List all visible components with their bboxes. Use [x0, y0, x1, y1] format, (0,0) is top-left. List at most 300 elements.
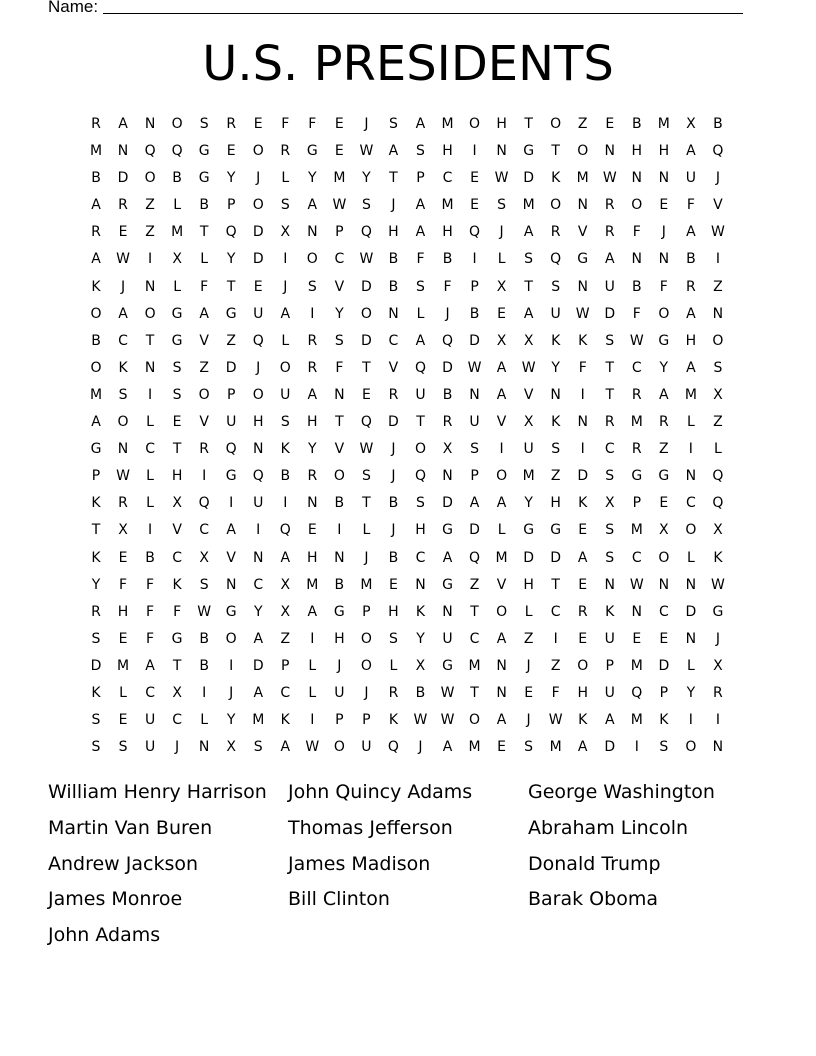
grid-letter: A	[253, 630, 264, 647]
grid-letter: M	[630, 712, 643, 729]
grid-letter: U	[280, 386, 291, 403]
grid-letter: A	[523, 305, 534, 322]
grid-letter: P	[226, 386, 236, 403]
grid-letter: O	[90, 359, 102, 376]
grid-letter: H	[415, 522, 426, 539]
grid-letter: I	[229, 657, 234, 674]
grid-letter: O	[550, 116, 562, 132]
grid-letter: R	[388, 684, 399, 701]
grid-letter: B	[388, 495, 399, 512]
grid-letter: N	[252, 549, 264, 566]
grid-letter: O	[171, 116, 183, 132]
grid-letter: U	[226, 414, 237, 431]
grid-letter: U	[334, 684, 345, 701]
grid-letter: B	[631, 278, 642, 295]
grid-letter: Y	[659, 359, 669, 376]
grid-letter: Q	[414, 359, 426, 376]
grid-letter: Q	[414, 468, 426, 485]
grid-letter: S	[199, 576, 209, 593]
grid-letter: T	[551, 576, 560, 593]
grid-letter: K	[578, 712, 588, 729]
grid-letter: M	[441, 197, 454, 214]
grid-letter: S	[253, 739, 263, 756]
grid-letter: H	[117, 603, 129, 620]
grid-letter: N	[577, 197, 588, 214]
grid-letter: A	[226, 522, 236, 539]
grid-letter: B	[388, 549, 399, 566]
grid-letter: R	[604, 414, 615, 431]
grid-letter: S	[172, 359, 182, 376]
grid-letter: C	[388, 332, 399, 349]
grid-letter: U	[144, 712, 156, 729]
grid-letter: H	[577, 684, 588, 701]
grid-letter: N	[307, 495, 318, 512]
grid-letter: R	[307, 468, 318, 485]
grid-letter: J	[391, 468, 396, 485]
grid-letter: S	[416, 278, 425, 295]
grid-letter: N	[144, 116, 156, 132]
grid-letter: O	[414, 441, 426, 458]
grid-letter: J	[175, 739, 180, 756]
grid-letter: G	[225, 603, 237, 620]
grid-letter: T	[145, 332, 155, 349]
grid-letter: G	[658, 468, 670, 485]
grid-letter: F	[173, 603, 182, 620]
grid-letter: Z	[199, 359, 209, 376]
grid-letter: R	[658, 414, 669, 431]
grid-letter: Q	[469, 549, 481, 566]
grid-letter: M	[630, 657, 643, 674]
grid-letter: N	[252, 441, 264, 458]
grid-letter: H	[252, 414, 264, 431]
grid-letter: Q	[712, 468, 724, 485]
grid-letter: D	[658, 657, 670, 674]
grid-letter: H	[307, 414, 318, 431]
word-list-item: James Monroe	[48, 888, 183, 911]
grid-letter: A	[415, 197, 426, 214]
grid-letter: M	[576, 170, 589, 187]
grid-letter: A	[577, 739, 588, 756]
grid-letter: O	[144, 305, 156, 322]
grid-letter: R	[199, 441, 210, 458]
grid-letter: K	[659, 712, 669, 729]
grid-letter: E	[253, 116, 263, 132]
grid-letter: O	[117, 414, 129, 431]
grid-letter: M	[684, 386, 697, 403]
grid-letter: U	[523, 441, 534, 458]
grid-letter: K	[388, 712, 399, 729]
grid-letter: T	[605, 386, 615, 403]
grid-letter: V	[388, 359, 399, 376]
grid-letter: F	[119, 576, 128, 593]
grid-letter: K	[551, 332, 561, 349]
grid-letter: X	[713, 386, 723, 403]
grid-letter: D	[469, 522, 480, 539]
grid-letter: D	[577, 468, 589, 485]
grid-letter: A	[496, 386, 507, 403]
grid-row	[91, 682, 736, 709]
grid-letter: A	[280, 305, 291, 322]
grid-row	[91, 601, 736, 628]
grid-letter: C	[172, 712, 182, 729]
grid-letter: I	[580, 386, 585, 403]
grid-letter: R	[713, 684, 723, 701]
grid-letter: N	[225, 576, 237, 593]
grid-letter: R	[118, 197, 128, 214]
grid-letter: D	[550, 549, 562, 566]
grid-letter: F	[308, 116, 317, 132]
grid-letter: W	[467, 359, 482, 376]
grid-letter: E	[118, 712, 128, 729]
word-list-item: Donald Trump	[528, 852, 661, 875]
grid-letter: S	[334, 332, 344, 349]
grid-letter: L	[146, 495, 154, 512]
grid-letter: U	[604, 278, 615, 295]
grid-letter: B	[172, 170, 182, 187]
grid-letter: E	[497, 305, 507, 322]
grid-letter: P	[470, 468, 479, 485]
grid-letter: N	[685, 576, 697, 593]
grid-letter: N	[685, 468, 697, 485]
grid-letter: A	[686, 359, 696, 376]
grid-letter: I	[148, 386, 153, 403]
grid-letter: F	[632, 224, 641, 241]
grid-row	[91, 248, 736, 275]
grid-letter: N	[496, 143, 507, 160]
grid-letter: B	[631, 116, 642, 132]
grid-letter: N	[685, 630, 697, 647]
grid-letter: M	[630, 522, 643, 539]
grid-letter: M	[89, 386, 103, 403]
grid-letter: F	[659, 278, 668, 295]
grid-row	[91, 736, 736, 763]
name-field[interactable]	[48, 0, 743, 17]
grid-letter: X	[523, 332, 534, 349]
grid-letter: S	[172, 386, 182, 403]
grid-letter: I	[715, 712, 720, 729]
grid-letter: J	[391, 441, 396, 458]
grid-letter: S	[307, 278, 317, 295]
grid-letter: D	[388, 414, 399, 431]
grid-letter: X	[442, 441, 453, 458]
grid-letter: T	[335, 414, 344, 431]
grid-letter: W	[197, 603, 212, 620]
grid-letter: L	[200, 712, 209, 729]
grid-letter: E	[118, 549, 128, 566]
grid-letter: A	[280, 739, 291, 756]
grid-letter: J	[526, 712, 531, 729]
grid-letter: M	[89, 143, 103, 160]
grid-letter: S	[199, 116, 209, 132]
grid-letter: B	[199, 197, 209, 214]
grid-letter: X	[280, 603, 291, 620]
grid-letter: P	[605, 657, 614, 674]
grid-letter: Q	[442, 332, 454, 349]
grid-letter: N	[496, 657, 507, 674]
grid-letter: A	[118, 305, 128, 322]
grid-letter: G	[523, 143, 535, 160]
grid-letter: N	[442, 603, 453, 620]
grid-letter: S	[497, 197, 507, 214]
grid-letter: C	[334, 251, 345, 268]
grid-letter: A	[496, 712, 507, 729]
grid-letter: M	[333, 170, 346, 187]
grid-letter: L	[497, 522, 506, 539]
grid-letter: C	[145, 441, 155, 458]
grid-letter: O	[360, 630, 372, 647]
grid-letter: M	[468, 657, 481, 674]
grid-letter: X	[604, 495, 615, 512]
grid-letter: I	[283, 251, 288, 268]
grid-letter: K	[91, 278, 101, 295]
grid-row	[91, 167, 736, 194]
grid-letter: I	[688, 441, 693, 458]
grid-letter: B	[334, 576, 345, 593]
grid-letter: J	[337, 657, 342, 674]
grid-letter: K	[172, 576, 182, 593]
grid-letter: J	[661, 224, 666, 241]
grid-letter: Z	[713, 414, 723, 431]
grid-letter: S	[551, 278, 561, 295]
grid-letter: B	[91, 170, 101, 187]
grid-letter: S	[713, 359, 723, 376]
grid-letter: C	[253, 576, 264, 593]
name-blank-line[interactable]	[103, 0, 743, 14]
grid-letter: S	[280, 197, 290, 214]
grid-letter: P	[362, 712, 371, 729]
grid-letter: A	[253, 684, 264, 701]
grid-letter: Y	[362, 170, 371, 187]
grid-letter: R	[307, 332, 318, 349]
word-list-item: Andrew Jackson	[48, 852, 199, 875]
grid-letter: J	[364, 684, 369, 701]
grid-letter: D	[361, 278, 372, 295]
grid-letter: I	[310, 630, 315, 647]
word-list-item: William Henry Harrison	[48, 781, 267, 803]
grid-letter: O	[306, 251, 318, 268]
grid-letter: N	[144, 278, 156, 295]
grid-letter: Q	[469, 224, 481, 241]
grid-letter: B	[442, 386, 453, 403]
grid-letter: N	[631, 251, 643, 268]
grid-letter: O	[252, 386, 264, 403]
grid-letter: Z	[469, 576, 480, 593]
grid-letter: D	[90, 657, 102, 674]
grid-letter: I	[472, 251, 477, 268]
grid-letter: P	[362, 603, 371, 620]
grid-letter: K	[605, 603, 615, 620]
grid-letter: A	[496, 359, 507, 376]
grid-letter: V	[334, 278, 345, 295]
grid-letter: O	[469, 712, 481, 729]
grid-letter: Z	[523, 630, 534, 647]
grid-letter: T	[199, 224, 209, 241]
grid-letter: E	[389, 576, 398, 593]
grid-letter: N	[388, 305, 399, 322]
grid-letter: H	[550, 495, 561, 512]
grid-letter: O	[279, 359, 291, 376]
grid-letter: T	[524, 278, 533, 295]
grid-letter: W	[332, 197, 347, 214]
grid-letter: Q	[225, 224, 237, 241]
grid-letter: W	[710, 576, 725, 593]
grid-letter: P	[416, 170, 425, 187]
grid-letter: D	[685, 603, 697, 620]
grid-letter: C	[172, 549, 182, 566]
grid-letter: L	[119, 684, 127, 701]
grid-letter: T	[362, 495, 371, 512]
grid-letter: R	[604, 197, 615, 214]
grid-letter: W	[359, 143, 374, 160]
grid-letter: N	[658, 251, 670, 268]
grid-letter: A	[307, 386, 318, 403]
grid-letter: L	[173, 278, 182, 295]
grid-letter: W	[575, 305, 590, 322]
grid-letter: J	[445, 305, 450, 322]
grid-letter: S	[91, 739, 101, 756]
grid-letter: G	[171, 630, 183, 647]
grid-letter: T	[389, 170, 398, 187]
grid-row	[90, 303, 736, 330]
grid-letter: T	[91, 522, 101, 539]
grid-letter: S	[361, 197, 371, 214]
grid-letter: N	[550, 386, 561, 403]
grid-letter: V	[523, 386, 534, 403]
grid-letter: J	[499, 224, 504, 241]
grid-letter: I	[499, 441, 504, 458]
grid-letter: L	[200, 251, 209, 268]
grid-letter: R	[226, 116, 237, 132]
grid-letter: D	[523, 549, 535, 566]
grid-letter: E	[470, 197, 479, 214]
grid-letter: X	[415, 657, 426, 674]
grid-letter: C	[550, 603, 561, 620]
grid-letter: T	[416, 414, 425, 431]
grid-letter: R	[686, 278, 696, 295]
grid-letter: N	[415, 576, 426, 593]
grid-letter: D	[604, 305, 616, 322]
grid-letter: F	[335, 359, 344, 376]
grid-letter: S	[524, 739, 534, 756]
grid-letter: M	[495, 549, 508, 566]
grid-letter: K	[118, 359, 128, 376]
grid-letter: S	[551, 441, 561, 458]
grid-letter: E	[632, 630, 642, 647]
grid-letter: X	[280, 224, 291, 241]
grid-letter: E	[578, 630, 588, 647]
word-list-item: Thomas Jefferson	[288, 816, 453, 839]
grid-letter: I	[148, 251, 153, 268]
grid-letter: S	[605, 332, 615, 349]
word-list-item: Martin Van Buren	[48, 816, 213, 839]
grid-letter: R	[91, 603, 101, 620]
grid-letter: M	[171, 224, 184, 241]
grid-letter: A	[469, 495, 480, 512]
grid-letter: Q	[198, 495, 210, 512]
grid-letter: E	[253, 278, 263, 295]
grid-letter: P	[470, 278, 479, 295]
grid-letter: G	[90, 441, 102, 458]
grid-letter: V	[713, 197, 723, 214]
grid-letter: J	[256, 170, 261, 187]
grid-letter: W	[521, 359, 536, 376]
grid-letter: H	[334, 630, 345, 647]
grid-letter: G	[198, 170, 210, 187]
grid-letter: E	[497, 739, 507, 756]
grid-letter: Q	[387, 739, 399, 756]
grid-letter: E	[226, 143, 236, 160]
grid-letter: J	[283, 278, 288, 295]
grid-letter: I	[634, 739, 639, 756]
grid-letter: G	[442, 522, 453, 539]
grid-letter: N	[631, 170, 643, 187]
grid-letter: I	[553, 630, 558, 647]
grid-letter: U	[442, 630, 453, 647]
grid-letter: X	[172, 684, 182, 701]
grid-letter: Y	[226, 251, 236, 268]
grid-letter: Y	[335, 305, 344, 322]
grid-letter: O	[631, 197, 643, 214]
grid-letter: X	[523, 414, 534, 431]
grid-letter: Z	[280, 630, 291, 647]
grid-letter: R	[118, 495, 128, 512]
grid-letter: R	[442, 414, 453, 431]
grid-letter: P	[226, 197, 236, 214]
grid-letter: B	[469, 305, 480, 322]
grid-letter: M	[549, 739, 562, 756]
grid-letter: Y	[686, 684, 696, 701]
grid-row	[91, 519, 736, 546]
grid-letter: V	[172, 522, 182, 539]
grid-letter: G	[171, 332, 183, 349]
grid-letter: G	[577, 251, 589, 268]
grid-letter: C	[604, 441, 615, 458]
grid-letter: X	[199, 549, 209, 566]
grid-letter: C	[442, 170, 453, 187]
grid-letter: B	[686, 251, 696, 268]
grid-letter: X	[226, 739, 236, 756]
grid-letter: O	[333, 468, 345, 485]
grid-letter: Y	[308, 441, 317, 458]
grid-letter: U	[685, 170, 696, 187]
grid-letter: W	[440, 712, 455, 729]
grid-letter: A	[91, 197, 101, 214]
grid-letter: I	[580, 441, 585, 458]
grid-letter: B	[415, 684, 426, 701]
grid-letter: V	[199, 332, 209, 349]
grid-letter: E	[172, 414, 182, 431]
word-list-item: Abraham Lincoln	[528, 816, 689, 839]
grid-letter: Z	[550, 468, 561, 485]
grid-letter: L	[416, 305, 425, 322]
grid-letter: A	[686, 305, 696, 322]
grid-letter: D	[442, 359, 453, 376]
grid-letter: E	[334, 116, 344, 132]
grid-row	[91, 330, 736, 357]
grid-letter: A	[91, 251, 101, 268]
grid-letter: H	[496, 116, 507, 132]
grid-row	[91, 276, 736, 303]
grid-letter: R	[631, 441, 642, 458]
grid-letter: B	[713, 116, 723, 132]
grid-letter: Z	[550, 657, 561, 674]
grid-letter: G	[631, 468, 643, 485]
grid-letter: A	[686, 224, 696, 241]
grid-letter: X	[686, 116, 696, 132]
grid-letter: L	[686, 414, 695, 431]
grid-letter: Z	[226, 332, 236, 349]
grid-letter: G	[442, 576, 453, 593]
